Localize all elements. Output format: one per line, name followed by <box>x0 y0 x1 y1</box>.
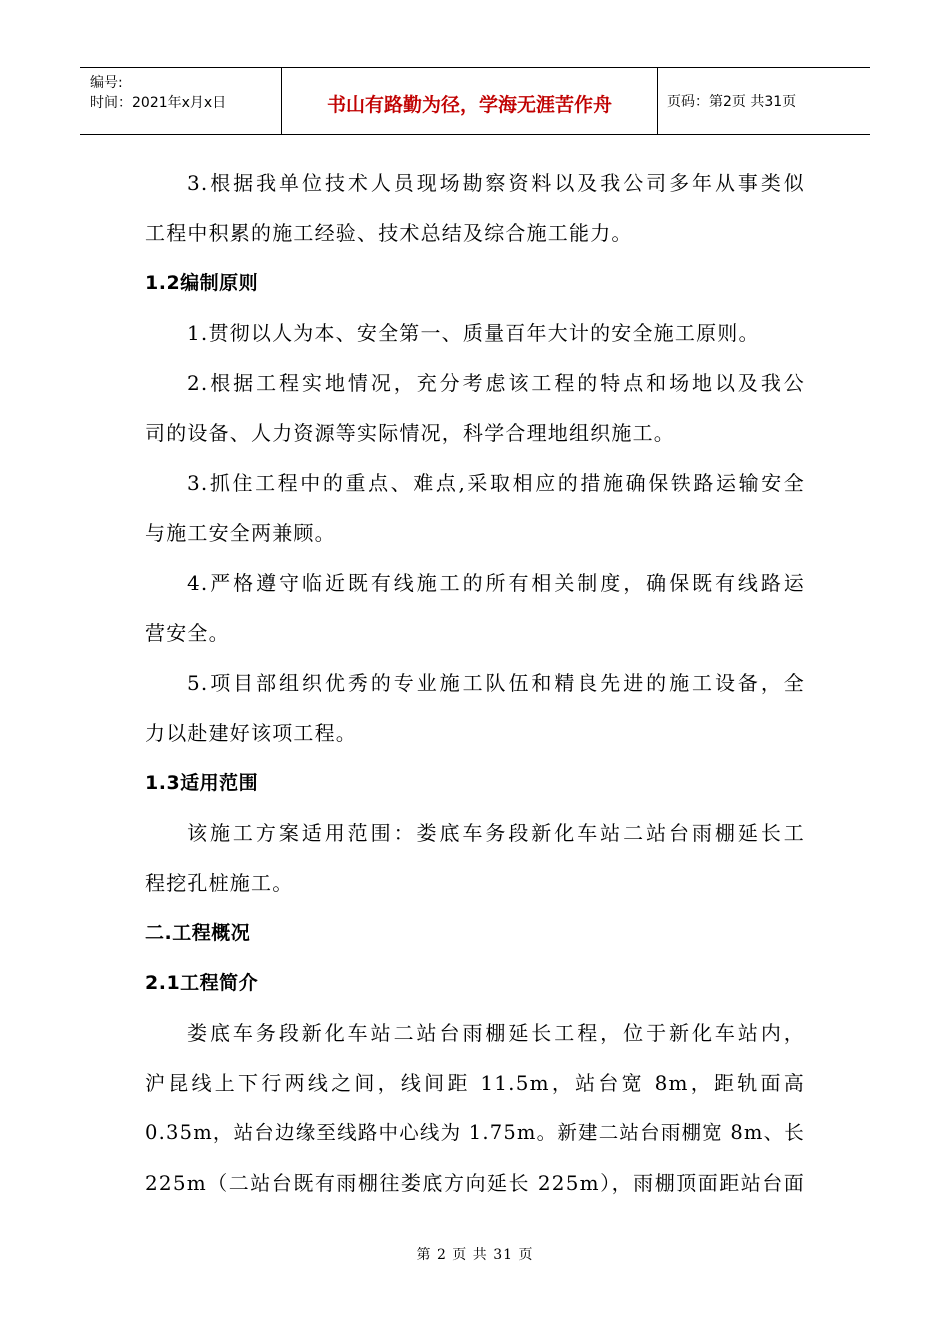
paragraph-line: 0.35m，站台边缘至线路中心线为 1.75m。新建二站台雨棚宽 8m、长 <box>145 1121 806 1144</box>
page-footer: 第 2 页 共 31 页 <box>416 1247 534 1263</box>
paragraph-line: 沪昆线上下行两线之间，线间距 11.5m，站台宽 8m，距轨面高 <box>145 1071 805 1095</box>
paragraph-line: 3.抓住工程中的重点、难点,采取相应的措施确保铁路运输安全 <box>187 471 805 495</box>
section-heading-1-3: 1.3适用范围 <box>145 772 259 794</box>
paragraph-line: 5.项目部组织优秀的专业施工队伍和精良先进的施工设备，全 <box>187 671 805 695</box>
paragraph-line: 225m（二站台既有雨棚往娄底方向延长 225m），雨棚顶面距站台面 <box>145 1171 805 1195</box>
section-heading-2: 二.工程概况 <box>145 922 251 944</box>
paragraph-line: 程挖孔桩施工。 <box>145 871 294 895</box>
section-heading-1-2: 1.2编制原则 <box>145 272 259 294</box>
paragraph-line: 1.贯彻以人为本、安全第一、质量百年大计的安全施工原则。 <box>187 321 760 345</box>
header-page-info: 页码：第2页 共31页 <box>667 94 797 110</box>
header-motto-cell <box>282 68 658 134</box>
paragraph-line: 娄底车务段新化车站二站台雨棚延长工程，位于新化车站内， <box>187 1021 805 1045</box>
paragraph-line: 3.根据我单位技术人员现场勘察资料以及我公司多年从事类似 <box>187 171 805 195</box>
document-body <box>145 158 805 1208</box>
paragraph-line: 司的设备、人力资源等实际情况，科学合理地组织施工。 <box>145 421 675 445</box>
document-number-label: 编号: <box>90 75 123 91</box>
header-meta-cell <box>80 68 282 134</box>
paragraph-line: 4.严格遵守临近既有线施工的所有相关制度，确保既有线路运 <box>187 571 805 595</box>
paragraph-line: 力以赴建好该项工程。 <box>145 721 357 745</box>
header-page-cell <box>658 68 870 134</box>
paragraph-line: 营安全。 <box>145 621 230 645</box>
paragraph-line: 与施工安全两兼顾。 <box>145 521 336 545</box>
section-heading-2-1: 2.1工程简介 <box>145 972 259 994</box>
header-motto: 书山有路勤为径，学海无涯苦作舟 <box>326 93 612 116</box>
paragraph-line: 2.根据工程实地情况，充分考虑该工程的特点和场地以及我公 <box>187 371 805 395</box>
paragraph-line: 工程中积累的施工经验、技术总结及综合施工能力。 <box>145 221 633 245</box>
page-header <box>80 67 870 135</box>
paragraph-line: 该施工方案适用范围：娄底车务段新化车站二站台雨棚延长工 <box>187 821 805 845</box>
document-date-label: 时间：2021年x月x日 <box>90 95 227 111</box>
